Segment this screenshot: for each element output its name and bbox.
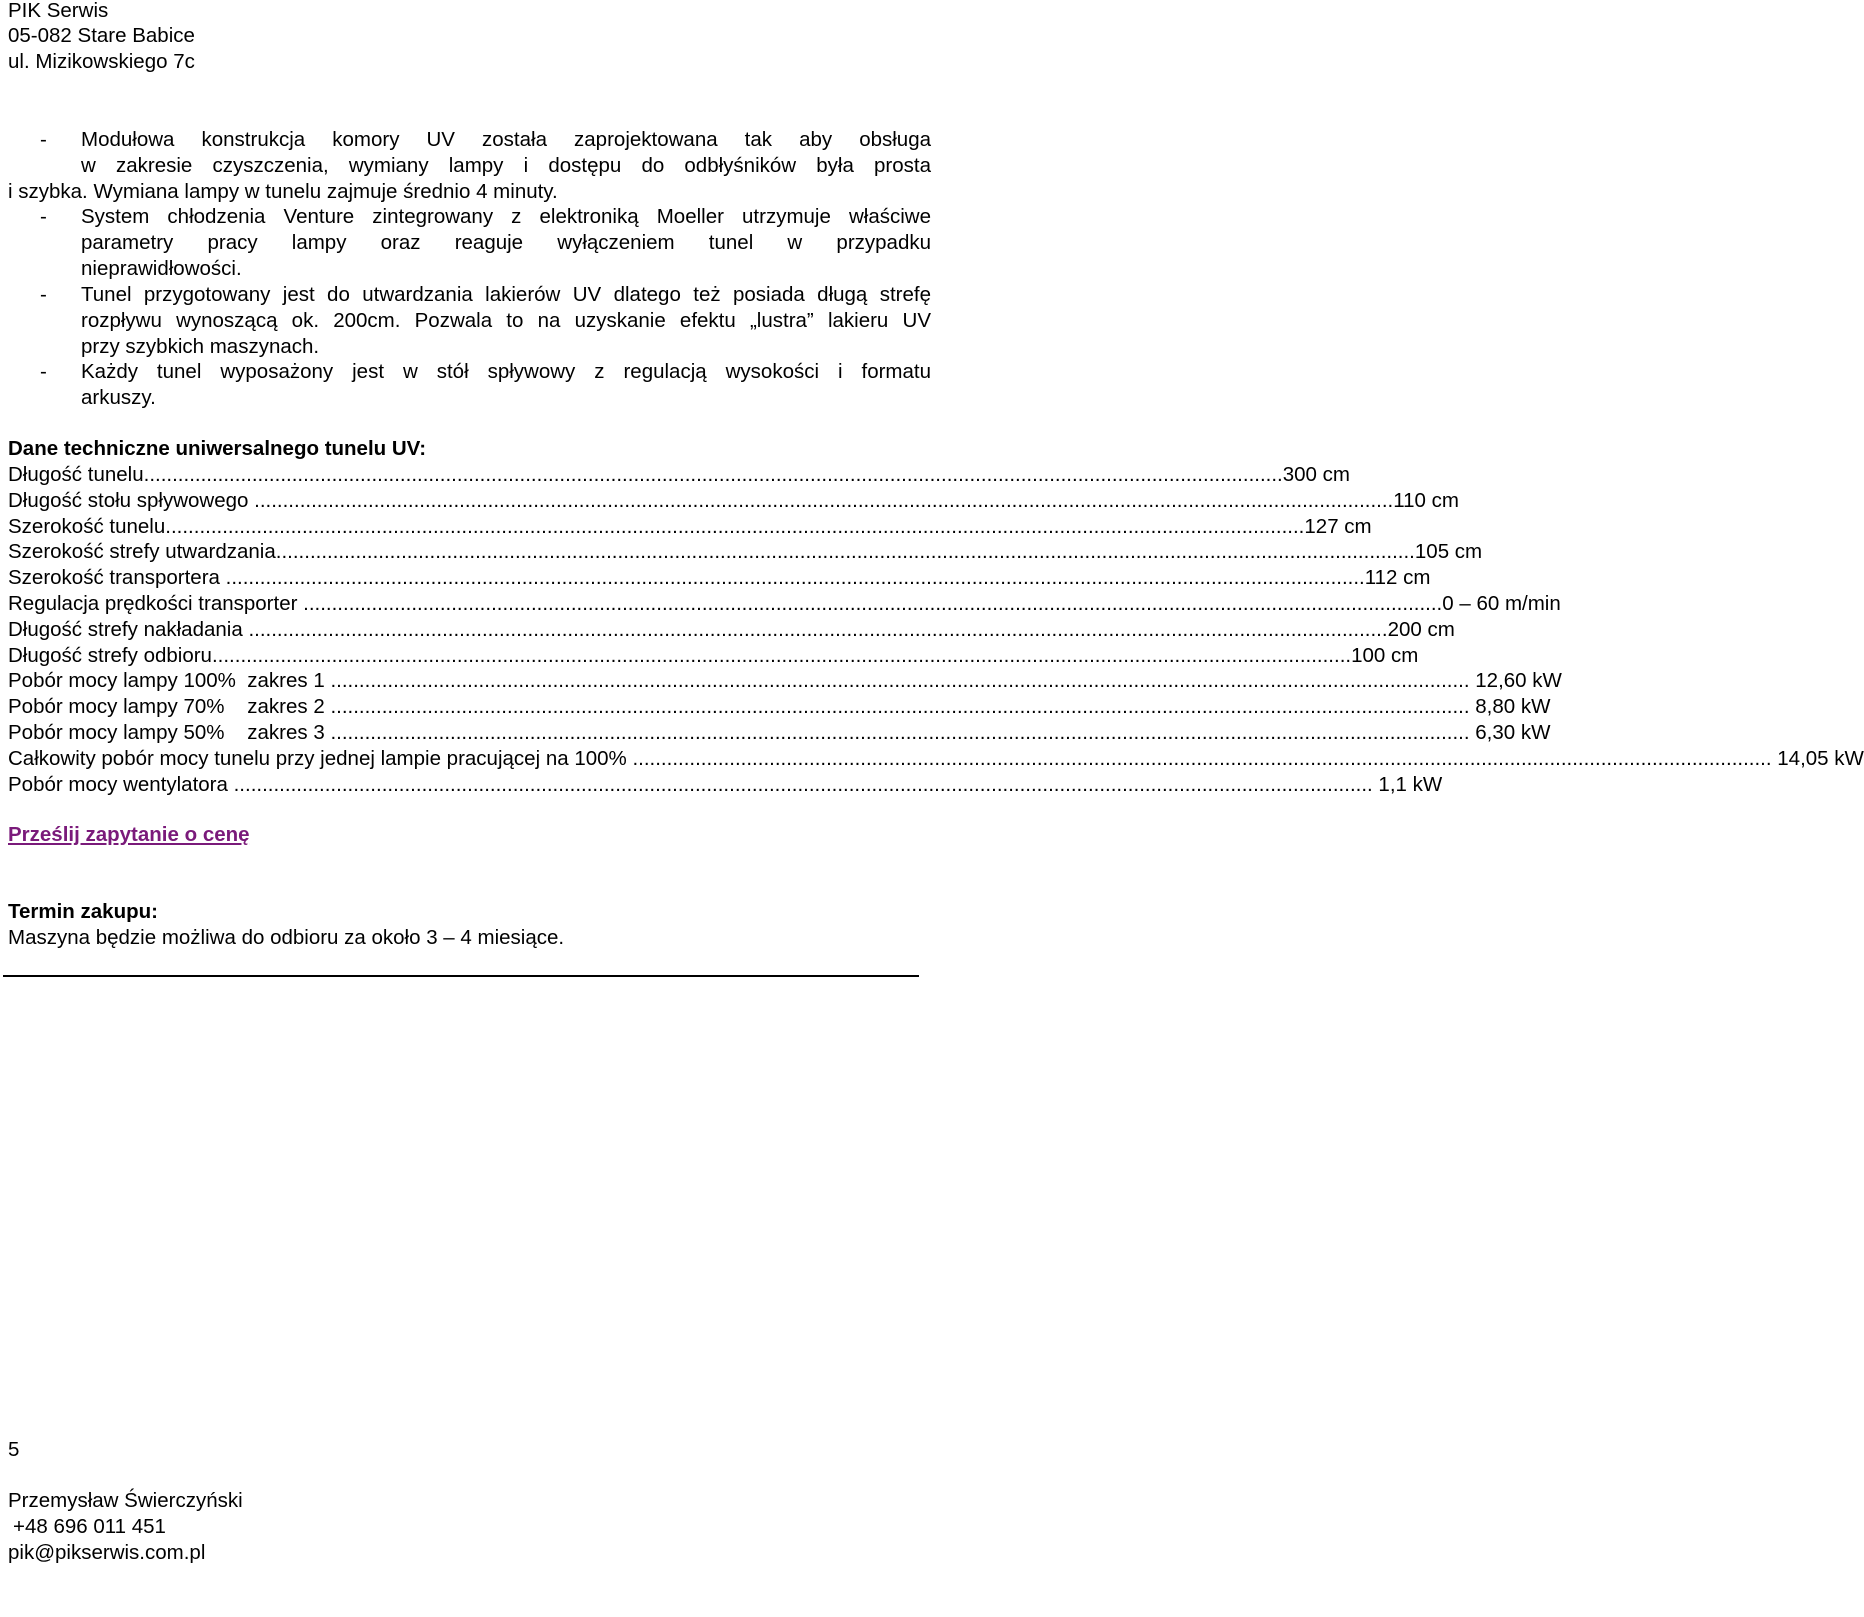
spec-label: Pobór mocy wentylatora <box>8 773 234 796</box>
bullet-dash: - <box>40 128 47 151</box>
spec-label: Szerokość tunelu <box>8 515 166 538</box>
bullet-line: Tunel przygotowany jest do utwardzania lakierów UV dlatego też posiada długą strefę <box>81 283 931 306</box>
divider-line <box>3 975 919 977</box>
spec-row <box>8 643 1419 669</box>
spec-leader-dots: ........................................................................................................................................................................................................ <box>248 618 1388 641</box>
spec-leader-dots: ........................................................................................................................................................................................................ <box>254 489 1394 512</box>
spec-row <box>8 694 1551 720</box>
bullet-line: nieprawidłowości. <box>81 257 242 280</box>
spec-label: Pobór mocy lampy 50% zakres 3 <box>8 721 331 744</box>
company-name: PIK Serwis <box>8 0 109 22</box>
bullet-dash: - <box>40 205 47 228</box>
spec-value: 127 cm <box>1304 515 1372 538</box>
price-inquiry-link[interactable]: Prześlij zapytanie o cenę <box>8 823 250 846</box>
bullet-line: Modułowa konstrukcja komory UV została zaprojektowana tak aby obsługa <box>81 128 931 151</box>
spec-row <box>8 772 1443 798</box>
bullet-line: System chłodzenia Venture zintegrowany z elektroniką Moeller utrzymuje właściwe <box>81 205 931 228</box>
spec-row <box>8 668 1562 694</box>
bullet-paragraph <box>81 127 931 179</box>
bullet-paragraph <box>81 359 931 411</box>
spec-row <box>8 514 1372 540</box>
spec-label: Regulacja prędkości transporter <box>8 592 304 615</box>
spec-value: 14,05 kW <box>1771 747 1864 770</box>
company-street: ul. Mizikowskiego 7c <box>8 50 195 73</box>
spec-row <box>8 746 1864 772</box>
spec-label: Długość stołu spływowego <box>8 489 255 512</box>
bullet-line: i szybka. Wymiana lampy w tunelu zajmuje średnio 4 minuty. <box>8 180 558 203</box>
spec-row <box>8 591 1561 617</box>
bullet-paragraph <box>81 282 931 360</box>
spec-value: 110 cm <box>1393 489 1459 512</box>
spec-label: Pobór mocy lampy 100% zakres 1 <box>8 669 331 692</box>
spec-leader-dots: ........................................................................................................................................................................................................ <box>330 721 1470 744</box>
company-postal: 05-082 Stare Babice <box>8 24 195 47</box>
bullet-line: przy szybkich maszynach. <box>81 335 320 358</box>
spec-label: Długość strefy nakładania <box>8 618 249 641</box>
spec-label: Szerokość strefy utwardzania <box>8 540 276 563</box>
spec-label: Długość strefy odbioru <box>8 644 212 667</box>
spec-value: 105 cm <box>1414 540 1483 563</box>
spec-value: 0 – 60 m/min <box>1442 592 1561 615</box>
spec-label: Pobór mocy lampy 70% zakres 2 <box>8 695 331 718</box>
spec-leader-dots: ........................................................................................................................................................................................................ <box>143 463 1283 486</box>
bullet-line: arkuszy. <box>81 386 156 409</box>
spec-row <box>8 720 1551 746</box>
spec-value: 300 cm <box>1282 463 1350 486</box>
spec-value: 6,30 kW <box>1469 721 1551 744</box>
spec-row <box>8 617 1455 643</box>
bullet-paragraph <box>81 204 931 282</box>
spec-leader-dots: ........................................................................................................................................................................................................ <box>225 566 1365 589</box>
bullet-line: rozpływu wynoszącą ok. 200cm. Pozwala to na uzyskanie efektu „lustra” lakieru UV <box>81 309 931 332</box>
spec-value: 100 cm <box>1351 644 1419 667</box>
spec-row <box>8 462 1350 488</box>
spec-leader-dots: ........................................................................................................................................................................................................ <box>303 592 1443 615</box>
specs-heading: Dane techniczne uniwersalnego tunelu UV: <box>8 437 427 460</box>
spec-row <box>8 565 1431 591</box>
bullet-dash: - <box>40 360 47 383</box>
bullet-line: parametry pracy lampy oraz reaguje wyłączeniem tunel w przypadku <box>81 231 931 254</box>
spec-value: 112 cm <box>1364 566 1431 589</box>
contact-phone: +48 696 011 451 <box>13 1515 166 1538</box>
spec-value: 200 cm <box>1387 618 1455 641</box>
spec-value: 8,80 kW <box>1469 695 1551 718</box>
spec-row <box>8 539 1483 565</box>
page-number: 5 <box>8 1438 20 1461</box>
spec-leader-dots: ........................................................................................................................................................................................................ <box>330 695 1470 718</box>
spec-label: Długość tunelu <box>8 463 144 486</box>
spec-leader-dots: ........................................................................................................................................................................................................ <box>632 747 1772 770</box>
spec-leader-dots: ........................................................................................................................................................................................................ <box>275 540 1415 563</box>
bullet-line: w zakresie czyszczenia, wymiany lampy i dostępu do odbłyśników była prosta <box>81 154 931 177</box>
spec-leader-dots: ........................................................................................................................................................................................................ <box>233 773 1373 796</box>
spec-leader-dots: ........................................................................................................................................................................................................ <box>165 515 1305 538</box>
spec-row <box>8 488 1459 514</box>
spec-label: Szerokość transportera <box>8 566 226 589</box>
contact-email: pik@pikserwis.com.pl <box>8 1541 206 1564</box>
spec-label: Całkowity pobór mocy tunelu przy jednej lampie pracującej na 100% <box>8 747 633 770</box>
spec-leader-dots: ........................................................................................................................................................................................................ <box>330 669 1470 692</box>
spec-value: 12,60 kW <box>1469 669 1562 692</box>
term-text: Maszyna będzie możliwa do odbioru za około 3 – 4 miesiące. <box>8 926 565 949</box>
contact-name: Przemysław Świerczyński <box>8 1489 243 1512</box>
spec-leader-dots: ........................................................................................................................................................................................................ <box>211 644 1352 667</box>
spec-value: 1,1 kW <box>1372 773 1443 796</box>
bullet-dash: - <box>40 283 47 306</box>
term-heading: Termin zakupu: <box>8 900 158 923</box>
bullet-line: Każdy tunel wyposażony jest w stół spływowy z regulacją wysokości i formatu <box>81 360 931 383</box>
